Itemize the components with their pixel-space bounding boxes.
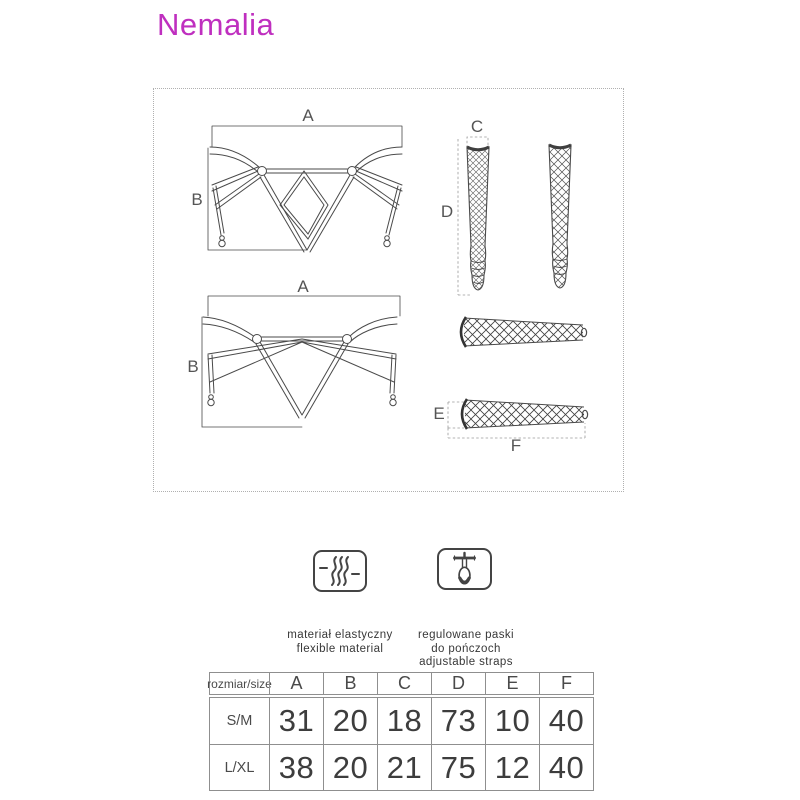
page-title: Nemalia (157, 7, 275, 42)
caption-line: materiał elastyczny (287, 629, 393, 641)
size-table-header-cell: rozmiar/size (207, 676, 272, 691)
dim-label-e: E (433, 404, 445, 423)
dim-label-a-back: A (297, 277, 309, 296)
garter-belt-front-drawing (165, 106, 425, 266)
size-value: 73 (431, 698, 485, 744)
adjustable-straps-caption (391, 629, 541, 670)
size-row-label: S/M (226, 713, 253, 729)
size-table-body (209, 697, 594, 791)
size-value: 38 (269, 744, 323, 790)
size-value: 40 (539, 698, 593, 744)
caption-line: do pończoch (431, 642, 501, 655)
size-table (209, 672, 594, 791)
size-table-header-cell: A (269, 673, 323, 694)
dim-label-b-back: B (187, 357, 199, 376)
size-value: 20 (323, 698, 377, 744)
stocking-tube-drawing (450, 312, 590, 352)
size-table-header-cell: E (485, 673, 539, 694)
size-value: 40 (539, 744, 593, 790)
size-value: 31 (269, 698, 323, 744)
size-value: 21 (377, 744, 431, 790)
stockings-drawing (440, 118, 590, 303)
size-value: 75 (431, 744, 485, 790)
dim-label-d: D (440, 202, 454, 221)
size-table-header-cell: C (377, 673, 431, 694)
size-table-header-cell: B (323, 673, 377, 694)
elastic-material-icon (313, 550, 367, 592)
size-value: 12 (485, 744, 539, 790)
size-table-header-cell: D (431, 673, 485, 694)
size-row-label: L/XL (210, 744, 269, 790)
adjustable-straps-icon (437, 548, 492, 590)
caption-line: flexible material (296, 642, 384, 655)
size-value: 10 (485, 698, 539, 744)
size-table-header (209, 672, 594, 695)
size-value: 18 (377, 698, 431, 744)
dim-label-c: C (470, 117, 484, 136)
size-table-header-cell: F (539, 673, 593, 694)
size-value: 20 (323, 744, 377, 790)
dim-label-a-front: A (302, 106, 314, 125)
dim-label-f: F (510, 436, 522, 455)
caption-line: adjustable straps (419, 656, 513, 668)
caption-line: regulowane paski (418, 629, 514, 641)
dim-label-b-front: B (191, 190, 203, 209)
